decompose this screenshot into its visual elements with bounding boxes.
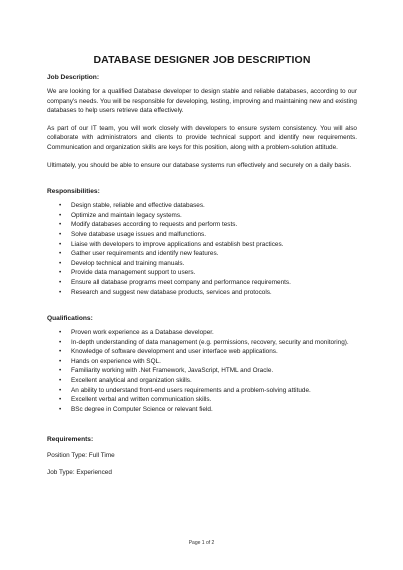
requirements-label: Requirements: [47,436,94,444]
list-item-text: In-depth understanding of data management (e.g. permissions, recovery, security and monitoring). [71,338,349,346]
list-item-text: Gather user requirements and identify new features. [71,250,219,258]
list-item-text: Develop technical and training manuals. [71,259,185,267]
position-type: Position Type: Full Time [47,452,115,460]
list-item [59,405,357,415]
list-item [59,395,357,405]
job-description-paragraph: Ultimately, you should be able to ensure our database systems run effectively and securely on a daily basis. [47,161,352,169]
bullet-icon: • [59,329,62,337]
list-item-text: Solve database usage issues and malfunctions. [71,230,206,238]
job-description-paragraph: We are looking for a qualified Database developer to design stable and reliable databases, according to our company's needs. You will be responsible for developing, testing, improving and maintaining new and existing databases to help users retrieve data effectively. [47,88,357,115]
list-item-text: Design stable, reliable and effective databases. [71,202,205,210]
list-item [59,249,357,259]
job-type: Job Type: Experienced [47,469,112,477]
requirements-section [47,436,357,476]
list-item-text: An ability to understand front-end users requirements and a problem-solving attitude. [71,386,311,394]
bullet-icon: • [59,250,62,258]
bullet-icon: • [59,367,62,375]
list-item [59,278,357,288]
job-description-paragraph: As part of our IT team, you will work closely with developers to ensure system consistency. You will also collaborate with administrators and clients to provide technical support and identify new requirements. Communication and organization skills are keys for this position, along with a problem-solution attitude. [47,124,357,151]
bullet-icon: • [59,405,62,413]
bullet-icon: • [59,348,62,356]
page-number: Page 1 of 2 [188,540,215,546]
list-item-text: Familiarity working with .Net Framework, JavaScript, HTML and Oracle. [71,367,274,375]
list-item [59,259,357,269]
list-item-text: Excellent analytical and organization skills. [71,377,192,385]
bullet-icon: • [59,377,62,385]
list-item-text: Optimize and maintain legacy systems. [71,211,182,219]
list-item-text: Modify databases according to requests and perform tests. [71,221,238,229]
responsibilities-section [47,188,357,297]
bullet-icon: • [59,278,62,286]
bullet-icon: • [59,269,62,277]
bullet-icon: • [59,288,62,296]
bullet-icon: • [59,396,62,404]
list-item [59,376,357,386]
job-description-section [47,74,357,170]
bullet-icon: • [59,221,62,229]
bullet-icon: • [59,259,62,267]
job-description-label: Job Description: [47,74,100,81]
list-item [59,338,357,348]
list-item [59,240,357,250]
bullet-icon: • [59,211,62,219]
list-item [59,230,357,240]
list-item-text: Ensure all database programs meet company and performance requirements. [71,278,291,286]
responsibilities-list [47,201,357,297]
list-item-text: Hands on experience with SQL. [71,357,161,365]
bullet-icon: • [59,338,62,346]
list-item-text: Excellent verbal and written communication skills. [71,396,212,404]
list-item-text: Research and suggest new database products, services and protocols. [71,288,272,296]
list-item-text: Provide data management support to users. [71,269,196,277]
bullet-icon: • [59,202,62,210]
list-item [59,357,357,367]
qualifications-label: Qualifications: [47,315,93,323]
list-item [59,268,357,278]
list-item [59,386,357,396]
list-item [59,347,357,357]
list-item [59,201,357,211]
list-item-text: Proven work experience as a Database developer. [71,329,214,337]
qualifications-section [47,315,357,414]
qualifications-list [47,328,357,414]
list-item [59,211,357,221]
bullet-icon: • [59,240,62,248]
list-item [59,288,357,298]
list-item [59,220,357,230]
responsibilities-label: Responsibilities: [47,188,100,196]
list-item [59,328,357,338]
list-item-text: BSc degree in Computer Science or relevant field. [71,405,213,413]
list-item-text: Knowledge of software development and user interface web applications. [71,348,278,356]
bullet-icon: • [59,230,62,238]
bullet-icon: • [59,357,62,365]
document-title: DATABASE DESIGNER JOB DESCRIPTION [93,54,311,66]
list-item [59,366,357,376]
list-item-text: Liaise with developers to improve applications and establish best practices. [71,240,284,248]
bullet-icon: • [59,386,62,394]
